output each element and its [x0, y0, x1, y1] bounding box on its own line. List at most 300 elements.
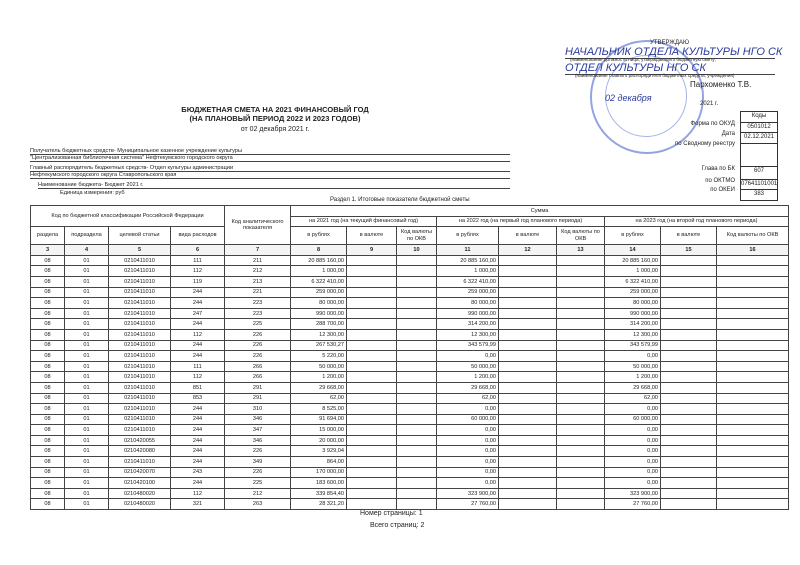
document-subtitle: (НА ПЛАНОВЫЙ ПЕРИОД 2022 И 2023 ГОДОВ)	[189, 114, 361, 123]
cell-target: 0210420070	[109, 467, 171, 478]
cell-subsection: 01	[65, 372, 109, 383]
cell-2023-rub: 50 000,00	[605, 361, 661, 372]
cell-2023-rub: 12 300,00	[605, 329, 661, 340]
cell-2022-currency	[499, 414, 557, 425]
cell-2023-currency	[661, 425, 717, 436]
cell-2023-okv	[717, 446, 789, 457]
cell-analytic-code: 266	[225, 372, 291, 383]
cell-2022-rub: 20 885 160,00	[437, 255, 499, 266]
cell-2022-rub: 0,00	[437, 435, 499, 446]
table-row	[31, 457, 789, 468]
cell-analytic-code: 291	[225, 393, 291, 404]
cell-2023-okv	[717, 329, 789, 340]
cell-expense-type: 244	[171, 298, 225, 309]
subheader-2021-currency: в валюте	[347, 227, 397, 245]
cell-2021-rub: 50 000,00	[291, 361, 347, 372]
cell-section: 08	[31, 435, 65, 446]
cell-2023-okv	[717, 298, 789, 309]
column-index: 12	[499, 245, 557, 256]
cell-2021-okv	[397, 298, 437, 309]
cell-expense-type: 321	[171, 499, 225, 510]
cell-2022-rub: 0,00	[437, 351, 499, 362]
cell-2022-okv	[557, 287, 605, 298]
cell-2021-currency	[347, 361, 397, 372]
manager-line-2: Нефтекумского городского округа Ставропольского края	[30, 172, 510, 179]
cell-2021-rub: 1 000,00	[291, 266, 347, 277]
cell-2022-currency	[499, 467, 557, 478]
cell-2021-currency	[347, 457, 397, 468]
cell-2022-okv	[557, 382, 605, 393]
cell-2022-rub: 29 668,00	[437, 382, 499, 393]
unit-line: Единица измерения: руб	[60, 190, 125, 196]
cell-2023-currency	[661, 266, 717, 277]
cell-subsection: 01	[65, 382, 109, 393]
cell-analytic-code: 226	[225, 329, 291, 340]
cell-2021-currency	[347, 340, 397, 351]
table-row	[31, 478, 789, 489]
cell-subsection: 01	[65, 467, 109, 478]
approval-caption-org: (наименование главного распорядителя бюджетных средств; учреждения)	[575, 73, 735, 78]
cell-2022-rub: 990 000,00	[437, 308, 499, 319]
document-title: БЮДЖЕТНАЯ СМЕТА НА 2021 ФИНАНСОВЫЙ ГОД	[181, 105, 369, 114]
cell-expense-type: 244	[171, 457, 225, 468]
cell-2021-currency	[347, 329, 397, 340]
cell-target: 0210411010	[109, 425, 171, 436]
cell-subsection: 01	[65, 319, 109, 330]
cell-2022-rub: 0,00	[437, 457, 499, 468]
cell-2022-okv	[557, 340, 605, 351]
cell-2023-currency	[661, 351, 717, 362]
cell-expense-type: 244	[171, 287, 225, 298]
cell-2022-rub: 343 579,99	[437, 340, 499, 351]
cell-analytic-code: 291	[225, 382, 291, 393]
cell-2022-currency	[499, 266, 557, 277]
cell-2021-rub: 28 321,20	[291, 499, 347, 510]
cell-2023-currency	[661, 361, 717, 372]
cell-2021-currency	[347, 287, 397, 298]
cell-2023-currency	[661, 329, 717, 340]
cell-2022-rub: 314 200,00	[437, 319, 499, 330]
cell-2022-okv	[557, 298, 605, 309]
cell-2022-currency	[499, 329, 557, 340]
cell-expense-type: 244	[171, 340, 225, 351]
cell-subsection: 01	[65, 255, 109, 266]
cell-expense-type: 244	[171, 446, 225, 457]
subheader-2021-okv: Код валюты по ОКВ	[397, 227, 437, 245]
cell-2021-okv	[397, 351, 437, 362]
cell-subsection: 01	[65, 276, 109, 287]
cell-2022-currency	[499, 478, 557, 489]
cell-section: 08	[31, 329, 65, 340]
subheader-subsection: подраздела	[65, 227, 109, 245]
cell-2022-okv	[557, 425, 605, 436]
cell-2023-okv	[717, 276, 789, 287]
cell-section: 08	[31, 404, 65, 415]
cell-analytic-code: 213	[225, 276, 291, 287]
cell-2021-okv	[397, 467, 437, 478]
cell-subsection: 01	[65, 361, 109, 372]
cell-2023-rub: 259 000,00	[605, 287, 661, 298]
cell-expense-type: 244	[171, 319, 225, 330]
cell-2023-currency	[661, 404, 717, 415]
cell-2021-currency	[347, 276, 397, 287]
cell-subsection: 01	[65, 425, 109, 436]
cell-subsection: 01	[65, 414, 109, 425]
page-number: Номер страницы: 1	[360, 510, 423, 517]
section-title: Раздел 1. Итоговые показатели бюджетной сметы	[330, 197, 470, 203]
cell-2022-okv	[557, 255, 605, 266]
column-index: 16	[717, 245, 789, 256]
cell-2022-rub: 323 900,00	[437, 488, 499, 499]
cell-2023-currency	[661, 393, 717, 404]
cell-2023-okv	[717, 382, 789, 393]
subheader-expense-type: вида расходов	[171, 227, 225, 245]
cell-section: 08	[31, 308, 65, 319]
cell-2023-rub: 1 200,00	[605, 372, 661, 383]
cell-2021-okv	[397, 457, 437, 468]
cell-2023-rub: 343 579,99	[605, 340, 661, 351]
codes-registry-label: по Сводному реестру	[675, 141, 735, 147]
cell-2022-rub: 27 760,00	[437, 499, 499, 510]
cell-2021-okv	[397, 478, 437, 489]
cell-2022-okv	[557, 488, 605, 499]
cell-2021-rub: 20 885 160,00	[291, 255, 347, 266]
cell-expense-type: 244	[171, 414, 225, 425]
header-year-2021: на 2021 год (на текущий финансовый год)	[291, 216, 437, 227]
manager-line: Главный распорядитель бюджетных средств- Отдел культуры администрации	[30, 165, 510, 172]
table-row	[31, 329, 789, 340]
cell-subsection: 01	[65, 329, 109, 340]
cell-analytic-code: 226	[225, 340, 291, 351]
cell-2021-rub: 990 000,00	[291, 308, 347, 319]
cell-2021-currency	[347, 255, 397, 266]
cell-2022-currency	[499, 276, 557, 287]
cell-2021-currency	[347, 414, 397, 425]
cell-analytic-code: 221	[225, 287, 291, 298]
cell-2021-okv	[397, 372, 437, 383]
cell-2023-rub: 323 900,00	[605, 488, 661, 499]
cell-analytic-code: 347	[225, 425, 291, 436]
cell-expense-type: 244	[171, 435, 225, 446]
recipient-line: Получатель бюджетных средств- Муниципальное казенное учреждение культуры	[30, 148, 510, 155]
codes-heading: Коды	[741, 112, 777, 123]
header-year-2022: на 2022 год (на первый год планового периода)	[437, 216, 605, 227]
cell-2021-okv	[397, 329, 437, 340]
cell-2021-okv	[397, 255, 437, 266]
cell-2022-okv	[557, 499, 605, 510]
cell-target: 0210411010	[109, 393, 171, 404]
cell-2022-rub: 6 322 410,00	[437, 276, 499, 287]
cell-2022-currency	[499, 446, 557, 457]
cell-2021-currency	[347, 319, 397, 330]
table-row	[31, 308, 789, 319]
cell-target: 0210411010	[109, 372, 171, 383]
cell-analytic-code: 226	[225, 446, 291, 457]
cell-2021-currency	[347, 478, 397, 489]
cell-2022-currency	[499, 425, 557, 436]
cell-2021-okv	[397, 382, 437, 393]
cell-expense-type: 853	[171, 393, 225, 404]
cell-subsection: 01	[65, 478, 109, 489]
cell-2021-rub: 91 694,00	[291, 414, 347, 425]
cell-2021-okv	[397, 414, 437, 425]
subheader-2023-okv: Код валюты по ОКВ	[717, 227, 789, 245]
cell-section: 08	[31, 255, 65, 266]
cell-2021-currency	[347, 488, 397, 499]
cell-2023-currency	[661, 340, 717, 351]
codes-box	[740, 111, 778, 201]
cell-target: 0210411010	[109, 404, 171, 415]
codes-form-label: Форма по ОКУД	[690, 121, 735, 127]
codes-okei-label: по ОКЕИ	[710, 187, 735, 193]
cell-target: 0210411010	[109, 276, 171, 287]
header-analytic-code: Код аналитического показателя	[225, 206, 291, 245]
cell-2023-currency	[661, 308, 717, 319]
cell-2023-okv	[717, 393, 789, 404]
cell-analytic-code: 226	[225, 467, 291, 478]
document-date: от 02 декабря 2021 г.	[240, 126, 310, 133]
cell-section: 08	[31, 467, 65, 478]
cell-2023-currency	[661, 478, 717, 489]
cell-target: 0210411010	[109, 351, 171, 362]
cell-target: 0210411010	[109, 414, 171, 425]
cell-target: 0210411010	[109, 298, 171, 309]
cell-2023-okv	[717, 478, 789, 489]
cell-2022-okv	[557, 266, 605, 277]
cell-expense-type: 851	[171, 382, 225, 393]
cell-2022-okv	[557, 478, 605, 489]
cell-2022-currency	[499, 499, 557, 510]
cell-2022-okv	[557, 435, 605, 446]
cell-2023-currency	[661, 372, 717, 383]
table-row	[31, 467, 789, 478]
cell-2021-okv	[397, 276, 437, 287]
table-row	[31, 393, 789, 404]
table-row	[31, 435, 789, 446]
cell-target: 0210411010	[109, 319, 171, 330]
codes-date-value: 02.12.2021	[741, 133, 777, 144]
cell-target: 0210420080	[109, 446, 171, 457]
cell-expense-type: 111	[171, 361, 225, 372]
column-index: 5	[109, 245, 171, 256]
cell-analytic-code: 310	[225, 404, 291, 415]
header-sum: Сумма	[291, 206, 789, 217]
cell-expense-type: 247	[171, 308, 225, 319]
cell-2022-okv	[557, 351, 605, 362]
table-row	[31, 319, 789, 330]
cell-2021-okv	[397, 266, 437, 277]
cell-2021-currency	[347, 382, 397, 393]
table-row	[31, 372, 789, 383]
header-kbk: Код по бюджетной классификации Российской Федерации	[31, 206, 225, 227]
approval-date-handwritten: 02 декабря	[605, 93, 652, 103]
column-index: 3	[31, 245, 65, 256]
cell-2021-rub: 8 525,00	[291, 404, 347, 415]
cell-2022-currency	[499, 435, 557, 446]
cell-2022-currency	[499, 404, 557, 415]
cell-2021-currency	[347, 298, 397, 309]
cell-analytic-code: 346	[225, 435, 291, 446]
cell-2023-rub: 6 322 410,00	[605, 276, 661, 287]
cell-2022-okv	[557, 319, 605, 330]
cell-2021-okv	[397, 435, 437, 446]
cell-2023-rub: 20 885 160,00	[605, 255, 661, 266]
cell-target: 0210411010	[109, 287, 171, 298]
cell-2021-currency	[347, 308, 397, 319]
cell-2021-okv	[397, 361, 437, 372]
cell-2023-rub: 0,00	[605, 446, 661, 457]
codes-date-label: Дата	[721, 131, 735, 137]
budget-name-line: Наименование бюджета- Бюджет 2021 г.	[38, 182, 510, 189]
cell-subsection: 01	[65, 308, 109, 319]
cell-2021-rub: 259 000,00	[291, 287, 347, 298]
cell-analytic-code: 349	[225, 457, 291, 468]
cell-2023-currency	[661, 467, 717, 478]
cell-2023-currency	[661, 319, 717, 330]
approval-signer-name: Пархоменко Т.В.	[690, 80, 752, 89]
cell-target: 0210411010	[109, 382, 171, 393]
cell-2022-currency	[499, 382, 557, 393]
header-year-2023: на 2023 год (на второй год планового периода)	[605, 216, 789, 227]
cell-analytic-code: 225	[225, 478, 291, 489]
cell-2022-currency	[499, 372, 557, 383]
cell-target: 0210411010	[109, 308, 171, 319]
cell-2021-okv	[397, 340, 437, 351]
column-index: 10	[397, 245, 437, 256]
cell-2022-okv	[557, 404, 605, 415]
cell-section: 08	[31, 298, 65, 309]
cell-2021-rub: 864,00	[291, 457, 347, 468]
table-row	[31, 361, 789, 372]
cell-section: 08	[31, 361, 65, 372]
cell-2023-rub: 0,00	[605, 467, 661, 478]
cell-expense-type: 244	[171, 478, 225, 489]
table-row	[31, 276, 789, 287]
cell-2022-okv	[557, 308, 605, 319]
cell-2021-rub: 5 220,00	[291, 351, 347, 362]
column-index: 13	[557, 245, 605, 256]
cell-section: 08	[31, 351, 65, 362]
cell-analytic-code: 263	[225, 499, 291, 510]
cell-2023-rub: 0,00	[605, 404, 661, 415]
cell-2023-rub: 0,00	[605, 435, 661, 446]
cell-2021-currency	[347, 372, 397, 383]
cell-2022-rub: 50 000,00	[437, 361, 499, 372]
column-index: 6	[171, 245, 225, 256]
cell-2023-okv	[717, 287, 789, 298]
cell-2022-okv	[557, 446, 605, 457]
cell-subsection: 01	[65, 457, 109, 468]
subheader-2021-rub: в рублях	[291, 227, 347, 245]
column-index: 8	[291, 245, 347, 256]
cell-2022-okv	[557, 467, 605, 478]
cell-2023-okv	[717, 457, 789, 468]
cell-subsection: 01	[65, 404, 109, 415]
cell-2023-currency	[661, 457, 717, 468]
cell-expense-type: 244	[171, 404, 225, 415]
approval-year: 2021 г.	[700, 101, 719, 107]
cell-2023-rub: 27 760,00	[605, 499, 661, 510]
budget-table	[30, 205, 789, 510]
cell-section: 08	[31, 319, 65, 330]
cell-2023-okv	[717, 404, 789, 415]
cell-section: 08	[31, 499, 65, 510]
cell-2022-currency	[499, 340, 557, 351]
cell-section: 08	[31, 372, 65, 383]
subheader-2022-currency: в валюте	[499, 227, 557, 245]
cell-analytic-code: 211	[225, 255, 291, 266]
cell-section: 08	[31, 414, 65, 425]
cell-2021-rub: 288 700,00	[291, 319, 347, 330]
codes-okei-value: 383	[753, 191, 764, 197]
cell-2022-currency	[499, 308, 557, 319]
cell-expense-type: 111	[171, 255, 225, 266]
cell-target: 0210411010	[109, 329, 171, 340]
table-row	[31, 382, 789, 393]
cell-2022-currency	[499, 319, 557, 330]
column-index: 15	[661, 245, 717, 256]
cell-2021-rub: 1 200,00	[291, 372, 347, 383]
cell-2023-okv	[717, 266, 789, 277]
cell-section: 08	[31, 478, 65, 489]
cell-subsection: 01	[65, 287, 109, 298]
codes-bk-value: 607	[741, 167, 777, 180]
table-row	[31, 414, 789, 425]
cell-2022-rub: 80 000,00	[437, 298, 499, 309]
cell-2023-rub: 990 000,00	[605, 308, 661, 319]
cell-subsection: 01	[65, 446, 109, 457]
cell-expense-type: 119	[171, 276, 225, 287]
codes-form-value: 0501012	[741, 123, 777, 134]
cell-2023-okv	[717, 372, 789, 383]
subheader-2022-rub: в рублях	[437, 227, 499, 245]
cell-2021-currency	[347, 499, 397, 510]
cell-analytic-code: 212	[225, 488, 291, 499]
cell-2023-okv	[717, 361, 789, 372]
cell-expense-type: 112	[171, 488, 225, 499]
cell-2021-currency	[347, 435, 397, 446]
cell-2021-okv	[397, 393, 437, 404]
cell-2021-currency	[347, 393, 397, 404]
table-row	[31, 499, 789, 510]
cell-2023-rub: 62,00	[605, 393, 661, 404]
cell-section: 08	[31, 457, 65, 468]
cell-target: 0210420100	[109, 478, 171, 489]
cell-target: 0210480020	[109, 488, 171, 499]
total-pages: Всего страниц: 2	[370, 522, 425, 529]
cell-2021-rub: 170 000,00	[291, 467, 347, 478]
cell-2022-okv	[557, 372, 605, 383]
cell-section: 08	[31, 287, 65, 298]
cell-2022-currency	[499, 457, 557, 468]
column-index: 9	[347, 245, 397, 256]
cell-subsection: 01	[65, 351, 109, 362]
cell-2021-currency	[347, 467, 397, 478]
cell-2022-currency	[499, 287, 557, 298]
cell-target: 0210411010	[109, 457, 171, 468]
cell-2022-rub: 62,00	[437, 393, 499, 404]
table-row	[31, 351, 789, 362]
codes-oktmo-value: 07641101001	[741, 180, 777, 191]
cell-2023-rub: 0,00	[605, 457, 661, 468]
cell-2023-okv	[717, 351, 789, 362]
cell-2022-rub: 0,00	[437, 446, 499, 457]
subheader-section: раздела	[31, 227, 65, 245]
cell-2023-rub: 0,00	[605, 478, 661, 489]
cell-2022-rub: 259 000,00	[437, 287, 499, 298]
cell-2023-okv	[717, 255, 789, 266]
cell-2021-okv	[397, 319, 437, 330]
